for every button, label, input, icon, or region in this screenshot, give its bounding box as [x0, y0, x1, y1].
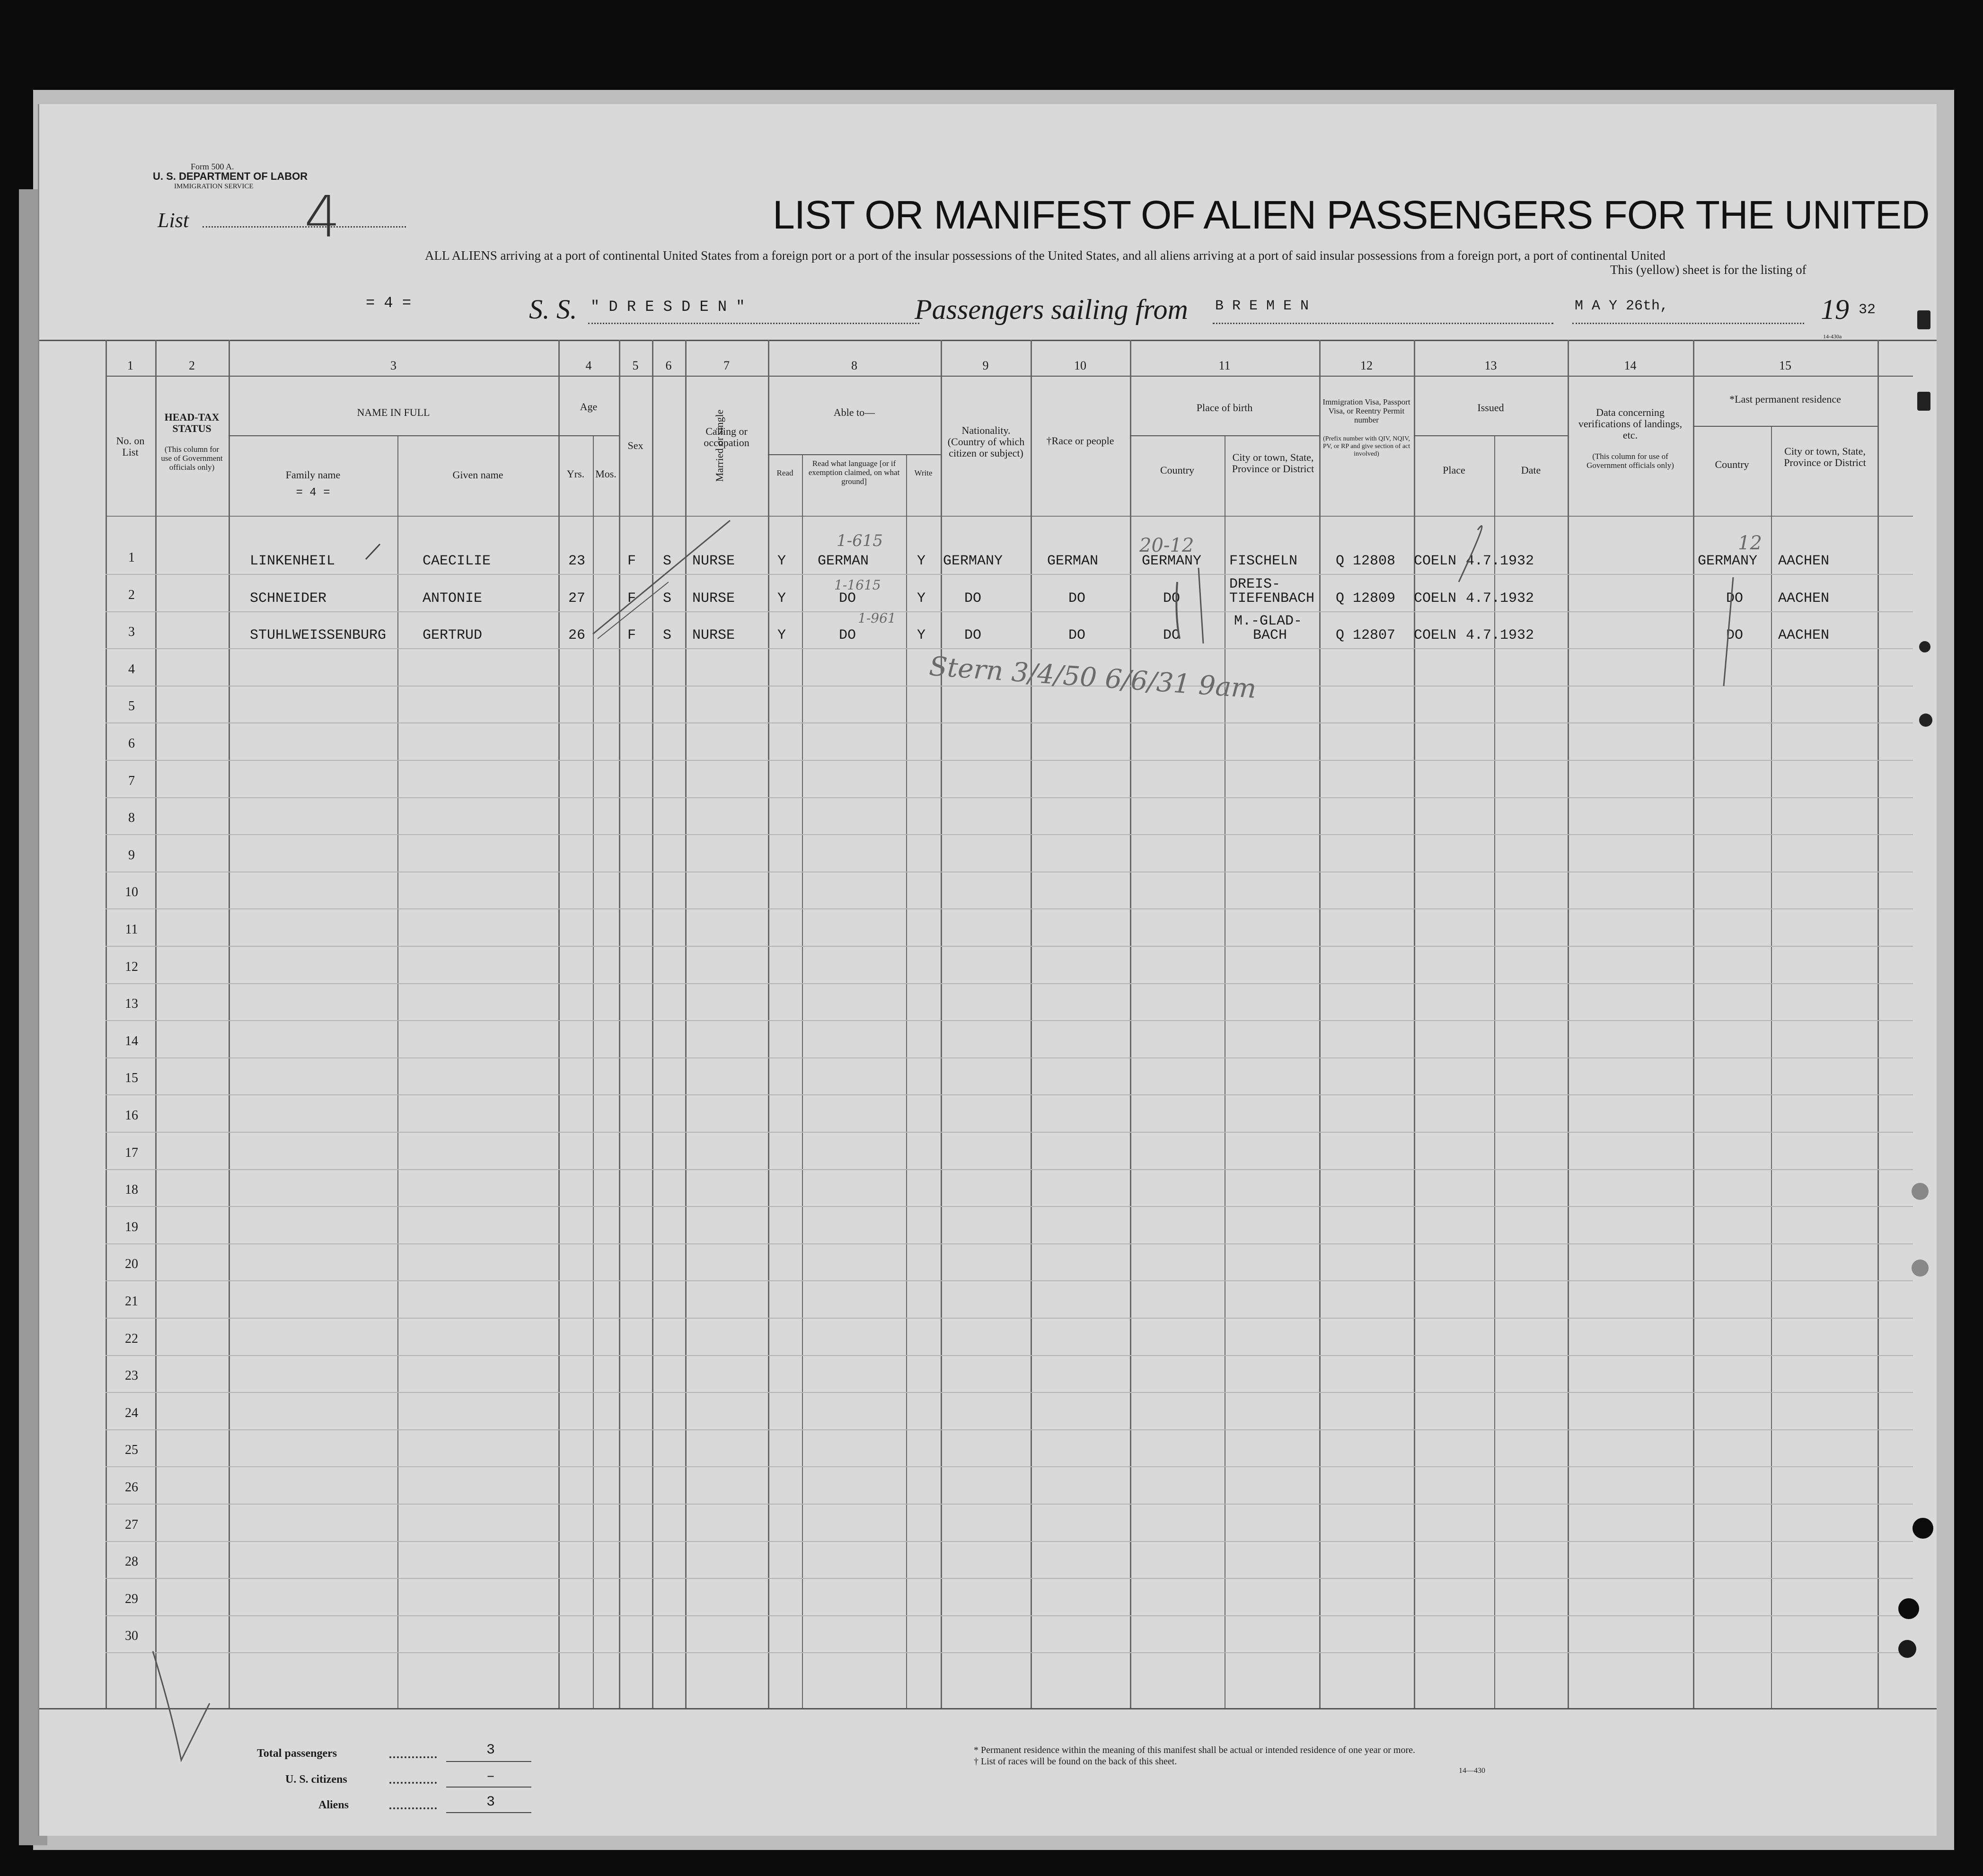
- us-citizens-label: U. S. citizens: [285, 1773, 347, 1786]
- colnum-6: 6: [665, 359, 672, 372]
- row-number: 10: [125, 885, 138, 899]
- row-number: 6: [128, 736, 135, 751]
- binder-hole: [1919, 713, 1932, 727]
- row-number: 16: [125, 1108, 138, 1123]
- residence-city: AACHEN: [1778, 627, 1830, 643]
- can-write: Y: [917, 627, 926, 643]
- age-years: 27: [568, 590, 586, 607]
- page-title: LIST OR MANIFEST OF ALIEN PASSENGERS FOR THE UNITED: [773, 193, 1930, 237]
- race: GERMAN: [1047, 553, 1099, 569]
- ss-label: S. S.: [529, 294, 577, 325]
- birth-country: DO: [1163, 627, 1181, 643]
- header-read: Read: [776, 468, 793, 477]
- us-citizens-value: –: [486, 1769, 495, 1785]
- binder-hole: [1912, 1183, 1929, 1200]
- row-number: 28: [125, 1554, 138, 1569]
- sheet-mark: = 4 =: [366, 294, 412, 312]
- read-language: DO: [839, 590, 856, 607]
- given-name: ANTONIE: [423, 590, 483, 607]
- colnum-10: 10: [1074, 359, 1086, 372]
- age-years: 23: [568, 553, 586, 569]
- aliens-label: Aliens: [318, 1799, 349, 1811]
- row-number: 22: [125, 1331, 138, 1346]
- row-number: 15: [125, 1071, 138, 1085]
- header-family-name: Family name: [285, 469, 341, 481]
- aliens-line: [446, 1812, 531, 1813]
- colnum-1: 1: [127, 359, 133, 372]
- row-number: 1: [128, 550, 135, 565]
- us-citizens-line: [446, 1787, 531, 1788]
- row-number: 19: [125, 1220, 138, 1234]
- row-number: 25: [125, 1443, 138, 1457]
- lang-annotation-row3: 1-961: [858, 610, 896, 626]
- family-name: SCHNEIDER: [250, 590, 327, 607]
- residence-annotation: 12: [1738, 532, 1762, 554]
- header-issued-date: Date: [1521, 464, 1541, 476]
- year-suffix: 32: [1859, 302, 1876, 318]
- can-write: Y: [917, 590, 926, 607]
- issued-date: 4.7.1932: [1466, 553, 1534, 569]
- header-age: Age: [580, 401, 598, 413]
- family-name: LINKENHEIL: [250, 553, 335, 569]
- header-able-to: Able to—: [833, 406, 875, 418]
- row-number: 3: [128, 625, 135, 639]
- department-name: U. S. DEPARTMENT OF LABOR: [153, 170, 308, 182]
- row-number: 23: [125, 1368, 138, 1383]
- form-number: Form 500 A.: [191, 162, 234, 171]
- footnote-races: † List of races will be found on the back of this sheet.: [974, 1756, 1177, 1767]
- birth-city: FISCHELN: [1229, 553, 1298, 569]
- birth-city-line-1: M.-GLAD-: [1234, 613, 1303, 629]
- birth-city-line-2: TIEFENBACH: [1229, 590, 1315, 607]
- can-write: Y: [917, 553, 926, 569]
- birth-city-line-1: DREIS-: [1229, 576, 1281, 592]
- can-read: Y: [777, 553, 786, 569]
- visa-number: Q 12807: [1336, 627, 1396, 643]
- year-prefix: 19: [1821, 294, 1849, 325]
- header-last-residence: *Last permanent residence: [1729, 393, 1841, 405]
- birth-country: DO: [1163, 590, 1181, 607]
- header-write: Write: [914, 468, 933, 477]
- birth-country: GERMANY: [1142, 553, 1202, 569]
- read-language: GERMAN: [818, 553, 869, 569]
- passengers-label: Passengers sailing from: [915, 294, 1188, 325]
- binder-hole: [1898, 1640, 1916, 1658]
- header-pob-country: Country: [1160, 464, 1195, 476]
- birth-city-line-2: BACH: [1253, 627, 1287, 643]
- marital-status: S: [663, 590, 672, 607]
- colnum-7: 7: [723, 359, 730, 372]
- occupation: NURSE: [692, 590, 735, 607]
- row-number: 13: [125, 996, 138, 1011]
- list-label: List: [158, 209, 189, 232]
- clerk-stamp: Stern 3/4/50 6/6/31 9am: [928, 651, 1258, 705]
- list-number: 4: [304, 185, 341, 250]
- can-read: Y: [777, 627, 786, 643]
- row-number: 18: [125, 1182, 138, 1197]
- header-read-language: Read what language [or if exemption claimed, on what ground]: [808, 459, 900, 486]
- visa-number: Q 12808: [1336, 553, 1396, 569]
- read-language: DO: [839, 627, 856, 643]
- family-name: STUHLWEISSENBURG: [250, 627, 387, 643]
- row-number: 5: [128, 699, 135, 713]
- row-number: 2: [128, 588, 135, 602]
- issued-date: 4.7.1932: [1466, 627, 1534, 643]
- nationality: DO: [964, 627, 982, 643]
- total-passengers-label: Total passengers: [257, 1747, 337, 1760]
- colnum-3: 3: [390, 359, 397, 372]
- footnote-permanent-residence: * Permanent residence within the meaning of this manifest shall be actual or intended residence of one year or more.: [974, 1745, 1416, 1755]
- issued-date: 4.7.1932: [1466, 590, 1534, 607]
- aliens-dots: [389, 1807, 437, 1809]
- header-name-in-full: NAME IN FULL: [357, 406, 430, 418]
- pencil-check-marks: [39, 104, 1937, 1836]
- aliens-value: 3: [486, 1794, 495, 1810]
- form-code: 14-430a: [1823, 333, 1842, 340]
- header-issued-place: Place: [1443, 464, 1465, 476]
- header-data-concerning: Data concerning verifications of landings, etc.: [1578, 406, 1683, 441]
- can-read: Y: [777, 590, 786, 607]
- birth-annotation: 20-12: [1139, 535, 1194, 556]
- binder-hole: [1912, 1259, 1929, 1277]
- header-lr-city: City or town, State, Province or District: [1784, 445, 1866, 468]
- residence-country: GERMANY: [1698, 553, 1758, 569]
- occupation: NURSE: [692, 553, 735, 569]
- header-head-tax-note: (This column for use of Government officials only): [161, 445, 223, 472]
- header-lr-country: Country: [1715, 458, 1749, 470]
- colnum-4: 4: [585, 359, 592, 372]
- colnum-9: 9: [982, 359, 989, 372]
- colnum-15: 15: [1779, 359, 1791, 372]
- race: DO: [1068, 590, 1086, 607]
- row-number: 9: [128, 848, 135, 863]
- subtitle-line-1: ALL ALIENS arriving at a port of continental United States from a foreign port or a port of the insular possessions of the United States, and all aliens arriving at a port of said insular possessions from a foreign port, a port of continental United: [425, 248, 1666, 263]
- header-visa: Immigration Visa, Passport Visa, or Reentry Permit number: [1322, 397, 1410, 424]
- header-place-of-birth: Place of birth: [1196, 402, 1253, 414]
- total-passengers-line: [446, 1761, 531, 1762]
- header-nationality: Nationality. (Country of which citizen or subject): [947, 424, 1025, 459]
- issued-place: COELN: [1414, 553, 1457, 569]
- ship-name: " D R E S D E N ": [590, 298, 745, 316]
- header-data-note: (This column for use of Government officials only): [1586, 452, 1674, 470]
- row-number: 12: [125, 960, 138, 974]
- colnum-5: 5: [632, 359, 639, 372]
- colnum-8: 8: [851, 359, 857, 372]
- binder-tab: [1917, 392, 1930, 411]
- header-family-mark: = 4 =: [296, 486, 330, 499]
- us-citizens-dots: [389, 1782, 437, 1784]
- sex: F: [627, 627, 636, 643]
- header-married: Married or single: [714, 409, 725, 482]
- occupation: NURSE: [692, 627, 735, 643]
- binder-hole: [1898, 1598, 1919, 1619]
- header-sex: Sex: [627, 440, 643, 451]
- race: DO: [1068, 627, 1086, 643]
- service-name: IMMIGRATION SERVICE: [174, 183, 254, 190]
- total-passengers-dots: [389, 1756, 437, 1758]
- lang-annotation-row1: 1-615: [837, 531, 883, 550]
- header-given-name: Given name: [452, 469, 503, 481]
- row-number: 26: [125, 1480, 138, 1495]
- colnum-14: 14: [1624, 359, 1637, 372]
- row-number: 11: [125, 922, 138, 937]
- header-mos: Mos.: [595, 468, 617, 480]
- row-number: 24: [125, 1406, 138, 1420]
- residence-country: DO: [1726, 627, 1744, 643]
- nationality: GERMANY: [943, 553, 1003, 569]
- nationality: DO: [964, 590, 982, 607]
- row-number: 8: [128, 810, 135, 825]
- binder-hole: [1919, 641, 1930, 652]
- header-visa-note: (Prefix number with QIV, NQIV, PV, or RP and give section of act involved): [1322, 435, 1410, 458]
- binder-hole: [1912, 1518, 1933, 1539]
- row-number: 17: [125, 1145, 138, 1160]
- colnum-11: 11: [1218, 359, 1231, 372]
- total-passengers-value: 3: [486, 1742, 495, 1758]
- row-number: 14: [125, 1034, 138, 1048]
- colnum-2: 2: [189, 359, 195, 372]
- row-number: 29: [125, 1592, 138, 1606]
- footnote-code: 14—430: [1459, 1767, 1485, 1775]
- marital-status: S: [663, 627, 672, 643]
- visa-number: Q 12809: [1336, 590, 1396, 607]
- header-pob-city: City or town, State, Province or District: [1232, 451, 1314, 475]
- row-number: 21: [125, 1294, 138, 1309]
- residence-city: AACHEN: [1778, 590, 1830, 607]
- row-number: 7: [128, 774, 135, 788]
- header-calling: Calling or occupation: [704, 425, 749, 449]
- residence-country: DO: [1726, 590, 1744, 607]
- colnum-12: 12: [1360, 359, 1373, 372]
- manifest-sheet: [38, 104, 1937, 1836]
- row-number: 20: [125, 1257, 138, 1271]
- colnum-13: 13: [1484, 359, 1497, 372]
- subtitle-line-2: This (yellow) sheet is for the listing of: [1610, 263, 1807, 277]
- given-name: GERTRUD: [423, 627, 483, 643]
- binder-tab: [1917, 310, 1930, 329]
- departure-port: B R E M E N: [1215, 298, 1309, 314]
- sailing-date: M A Y 26th,: [1575, 298, 1669, 314]
- issued-place: COELN: [1414, 590, 1457, 607]
- marital-status: S: [663, 553, 672, 569]
- header-race: †Race or people: [1046, 435, 1114, 447]
- row-number: 30: [125, 1629, 138, 1643]
- given-name: CAECILIE: [423, 553, 491, 569]
- sex: F: [627, 590, 636, 607]
- header-yrs: Yrs.: [566, 468, 585, 480]
- residence-city: AACHEN: [1778, 553, 1830, 569]
- row-number: 27: [125, 1517, 138, 1532]
- lang-annotation-row2: 1-1615: [834, 577, 881, 593]
- header-head-tax: HEAD-TAX STATUS: [164, 411, 220, 434]
- age-years: 26: [568, 627, 586, 643]
- header-no-on-list: No. on List: [116, 435, 145, 458]
- issued-place: COELN: [1414, 627, 1457, 643]
- header-issued: Issued: [1477, 402, 1504, 414]
- row-number: 4: [128, 662, 135, 677]
- sex: F: [627, 553, 636, 569]
